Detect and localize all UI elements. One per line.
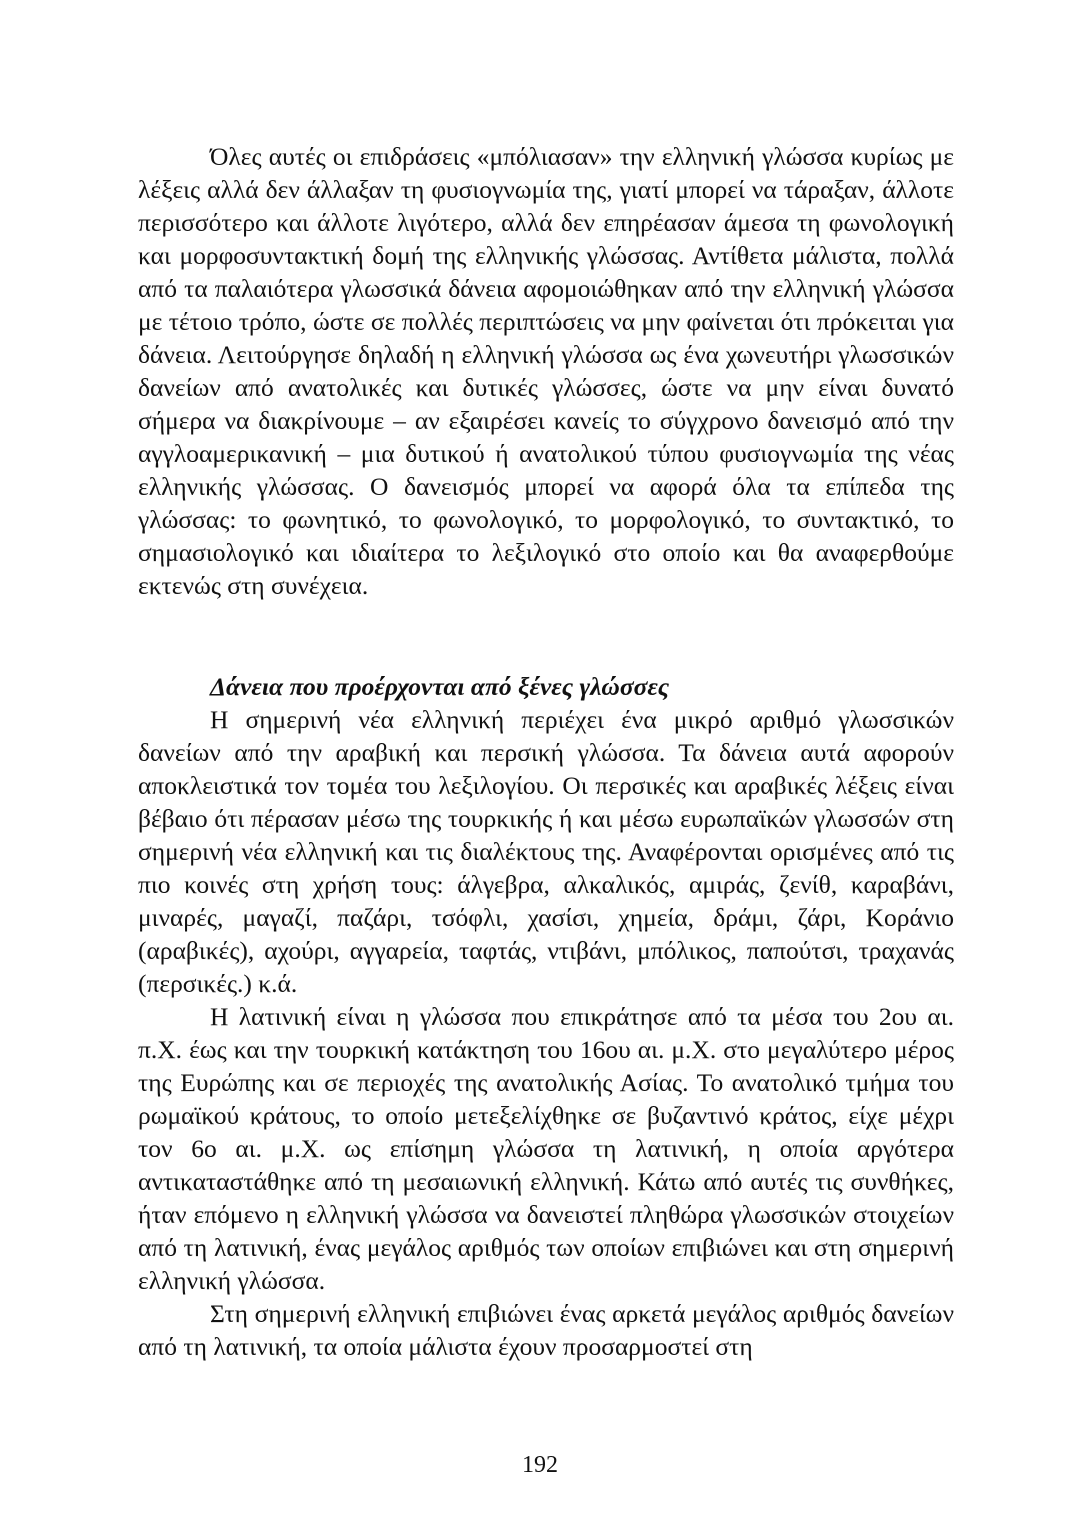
paragraph-intro: Όλες αυτές οι επιδράσεις «μπόλιασαν» την ελληνική γλώσσα κυρίως με λέξεις αλλά δεν άλλαξαν τη φυσιογνωμία της, γιατί μπορεί να τάραξαν, άλλοτε περισσότερο και άλλοτε λιγότερο, αλλά δεν επηρέασαν άμεσα τη φωνολογική και μορφοσυντακτική δομή της ελληνικής γλώσσας. Αντίθετα μάλιστα, πολλά από τα παλαιότερα γλωσσικά δάνεια αφομοιώθηκαν από την ελληνική γλώσσα με τέτοιο τρόπο, ώστε σε πολλές περιπτώσεις να μην φαίνεται ότι πρόκειται για δάνεια. Λειτούργησε δηλαδή η ελληνική γλώσσα ως ένα χωνευτήρι γλωσσικών δανείων από ανατολικές και δυτικές γλώσσες, ώστε να μην είναι δυνατό σήμερα να διακρίνουμε – αν εξαιρέσει κανείς το σύγχρονο δανεισμό από την αγγλοαμερικανική – μια δυτικού ή ανατολικού τύπου φυσιογνωμία της νέας ελληνικής γλώσσας. Ο δανεισμός μπορεί να αφορά όλα τα επίπεδα της γλώσσας: το φωνητικό, το φωνολογικό, το μορφολογικό, το συντακτικό, το σημασιολογικό και ιδιαίτερα το λεξιλογικό στο οποίο και θα αναφερθούμε εκτενώς στη συνέχεια. [138, 142, 954, 600]
paragraph-latin-loans: Στη σημερινή ελληνική επιβιώνει ένας αρκετά μεγάλος αριθμός δανείων από τη λατινική, τα οποία μάλιστα έχουν προσαρμοστεί στη [138, 1299, 954, 1361]
section-heading: Δάνεια που προέρχονται από ξένες γλώσσες [210, 672, 670, 701]
paragraph-arabic-persian-loans: Η σημερινή νέα ελληνική περιέχει ένα μικρό αριθμό γλωσσικών δανείων από την αραβική και περσική γλώσσα. Τα δάνεια αυτά αφορούν αποκλειστικά τον τομέα του λεξιλογίου. Οι περσικές και αραβικές λέξεις είναι βέβαιο ότι πέρασαν μέσω της τουρκικής ή και μέσω ευρωπαϊκών γλωσσών στη σημερινή νέα ελληνική και τις διαλέκτους της. Αναφέρονται ορισμένες από τις πιο κοινές στη χρήση τους: άλγεβρα, αλκαλικός, αμιράς, ζενίθ, καραβάνι, μιναρές, μαγαζί, παζάρι, τσόφλι, χασίσι, χημεία, δράμι, ζάρι, Κοράνιο (αραβικές), αχούρι, αγγαρεία, ταφτάς, ντιβάνι, μπόλικος, παπούτσι, τραχανάς (περσικές.) κ.ά. [138, 705, 954, 998]
intro-text-block [138, 140, 954, 602]
page-number: 192 [522, 1452, 558, 1478]
section-text-block [138, 670, 954, 1363]
paragraph-latin-history: Η λατινική είναι η γλώσσα που επικράτησε από τα μέσα του 2ου αι. π.Χ. έως και την τουρκική κατάκτηση του 16ου αι. μ.Χ. στο μεγαλύτερο μέρος της Ευρώπης και σε περιοχές της ανατολικής Ασίας. Το ανατολικό τμήμα του ρωμαϊκού κράτους, το οποίο μετεξελίχθηκε σε βυζαντινό κράτος, είχε μέχρι τον 6ο αι. μ.Χ. ως επίσημη γλώσσα τη λατινική, η οποία αργότερα αντικαταστάθηκε από τη μεσαιωνική ελληνική. Κάτω από αυτές τις συνθήκες, ήταν επόμενο η ελληνική γλώσσα να δανειστεί πληθώρα γλωσσικών στοιχείων από τη λατινική, ένας μεγάλος αριθμός των οποίων επιβιώνει και στη σημερινή ελληνική γλώσσα. [138, 1002, 954, 1295]
